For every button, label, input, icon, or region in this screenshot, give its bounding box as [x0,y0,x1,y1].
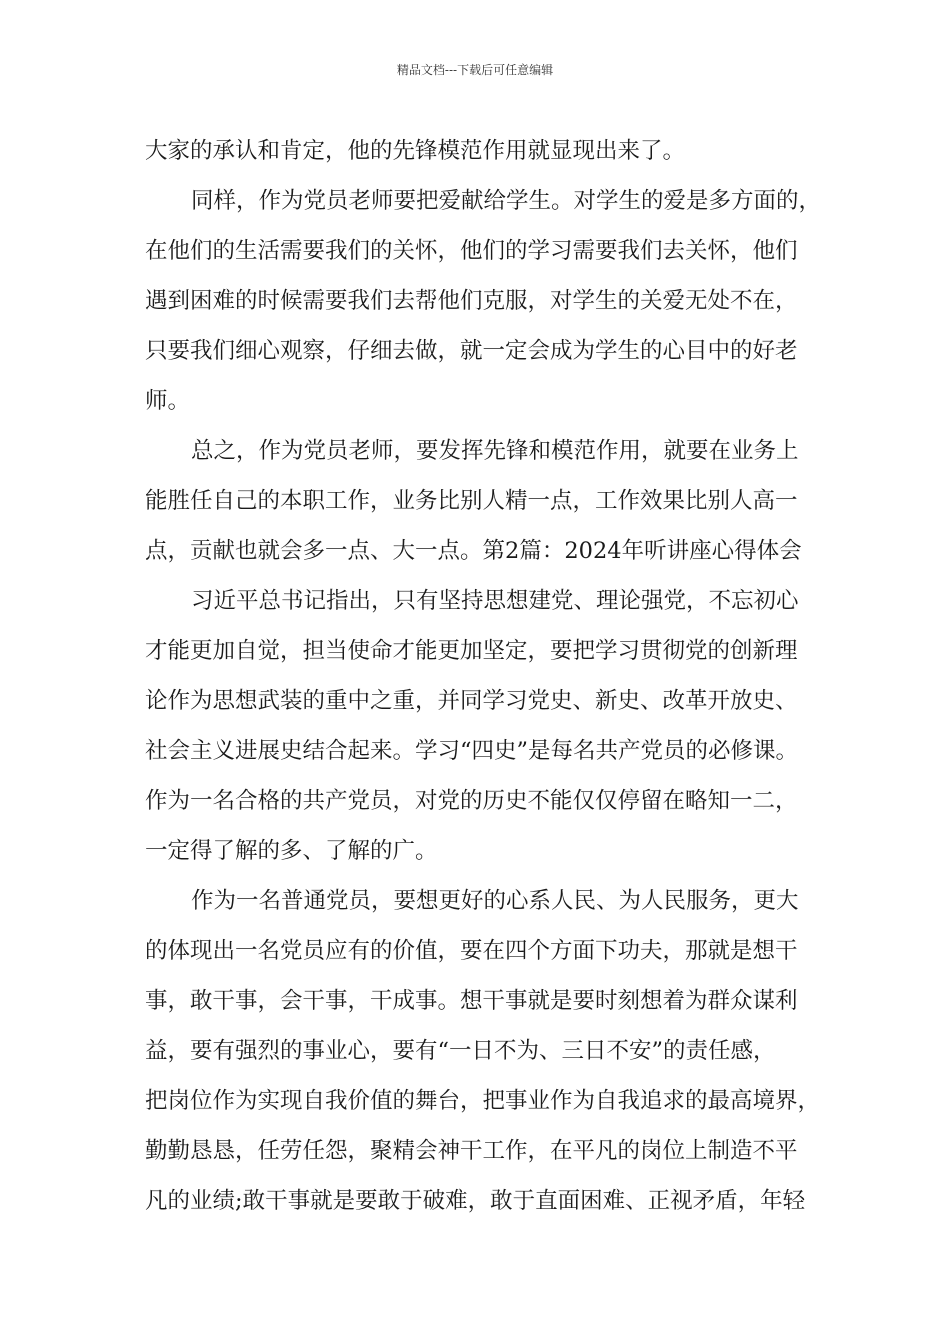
text-line: 论作为思想武装的重中之重，并同学习党史、新史、改革开放史、 [145,688,798,714]
text-line: 作为一名普通党员，要想更好的心系人民、为人民服务，更大 [191,888,799,914]
text-line: 益，要有强烈的事业心，要有“一日不为、三日不安”的责任感， [145,1038,776,1064]
text-line: 点，贡献也就会多一点、大一点。第2篇：2024年听讲座心得体会 [145,538,802,564]
text-line: 习近平总书记指出，只有坚持思想建党、理论强党，不忘初心 [191,588,799,614]
text-line: 才能更加自觉，担当使命才能更加坚定，要把学习贯彻党的创新理 [145,638,798,664]
text-line: 作为一名合格的共产党员，对党的历史不能仅仅停留在略知一二， [145,788,798,814]
text-line: 大家的承认和肯定，他的先锋模范作用就显现出来了。 [145,138,686,164]
text-line: 同样，作为党员老师要把爱献给学生。对学生的爱是多方面的， [191,188,822,214]
text-line: 的体现出一名党员应有的价值，要在四个方面下功夫，那就是想干 [145,938,798,964]
text-line: 总之，作为党员老师，要发挥先锋和模范作用，就要在业务上 [191,438,799,464]
text-line: 把岗位作为实现自我价值的舞台，把事业作为自我追求的最高境界， [145,1088,821,1114]
text-line: 一定得了解的多、了解的广。 [145,838,438,864]
text-line: 事，敢干事，会干事，干成事。想干事就是要时刻想着为群众谋利 [145,988,798,1014]
text-line: 遇到困难的时候需要我们去帮他们克服，对学生的关爱无处不在， [145,288,798,314]
text-line: 只要我们细心观察，仔细去做，就一定会成为学生的心目中的好老 [145,338,798,364]
text-line: 勤勤恳恳，任劳任怨，聚精会神干工作，在平凡的岗位上制造不平 [145,1138,798,1164]
text-line: 师。 [145,388,191,414]
text-line: 社会主义进展史结合起来。学习“四史”是每名共产党员的必修课。 [145,738,799,764]
text-line: 在他们的生活需要我们的关怀，他们的学习需要我们去关怀，他们 [145,238,798,264]
text-line: 能胜任自己的本职工作，业务比别人精一点，工作效果比别人高一 [145,488,798,514]
document-body [145,126,835,1226]
text-line: 凡的业绩;敢干事就是要敢于破难，敢于直面困难、正视矛盾，年轻 [145,1188,806,1214]
page-header: 精品文档---下载后可任意编辑 [396,63,554,77]
